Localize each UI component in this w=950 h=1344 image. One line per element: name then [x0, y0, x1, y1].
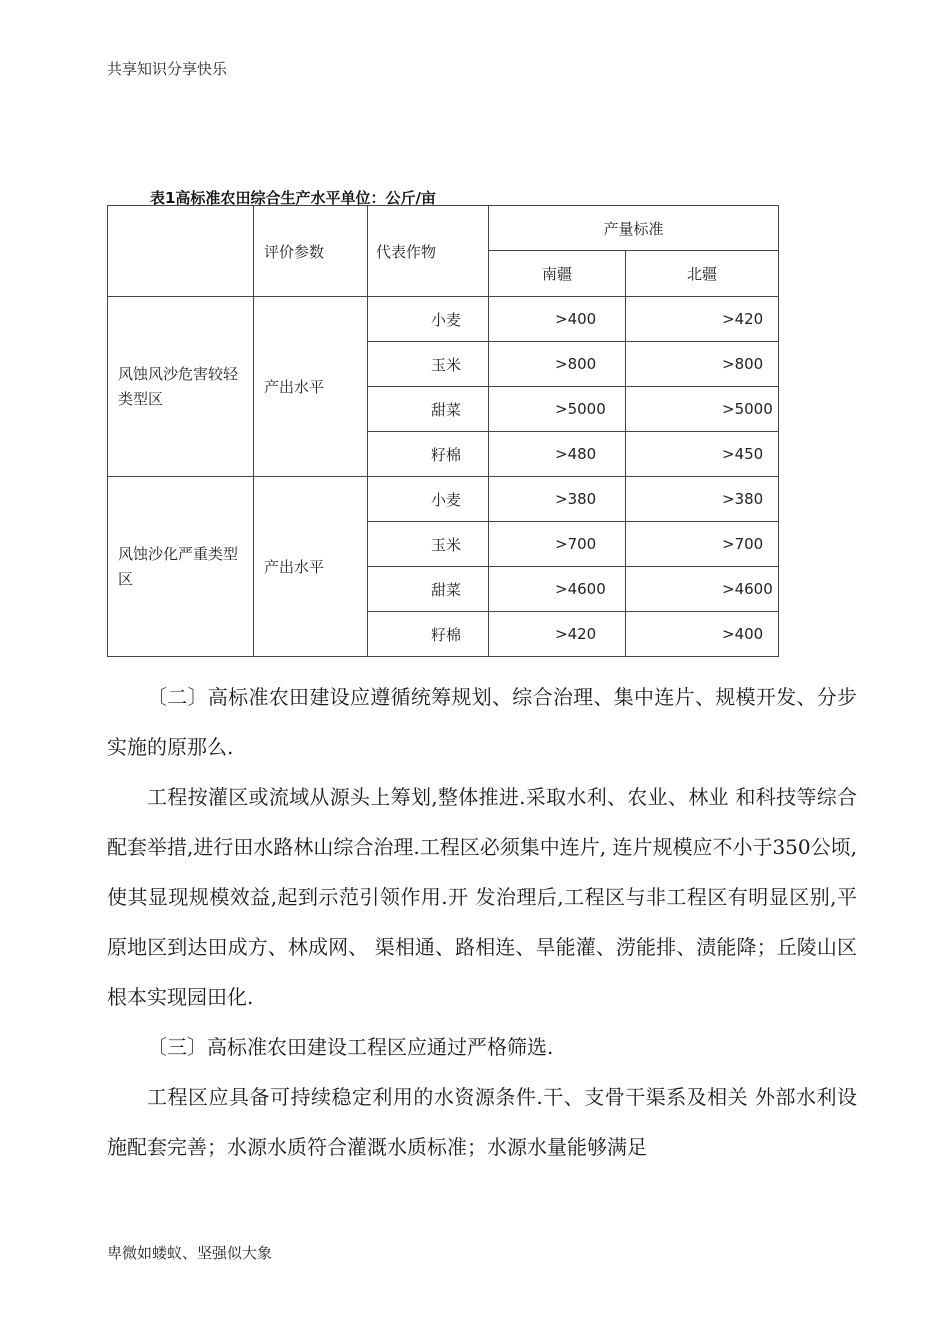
- north-value-cell: >800: [626, 342, 779, 387]
- crop-cell: 籽棉: [368, 612, 489, 657]
- north-value-cell: >700: [626, 522, 779, 567]
- south-value-cell: >800: [489, 342, 626, 387]
- south-value-cell: >420: [489, 612, 626, 657]
- crop-cell: 玉米: [368, 522, 489, 567]
- header-param: 评价参数: [254, 206, 368, 297]
- north-value-cell: >4600: [626, 567, 779, 612]
- crop-cell: 甜菜: [368, 387, 489, 432]
- crop-cell: 籽棉: [368, 432, 489, 477]
- yield-standard-table: [107, 205, 779, 657]
- south-value-cell: >700: [489, 522, 626, 567]
- page-footer: 卑微如蝼蚁、坚强似大象: [107, 1244, 273, 1262]
- north-value-cell: >420: [626, 297, 779, 342]
- table-row: [108, 297, 779, 342]
- crop-cell: 甜菜: [368, 567, 489, 612]
- south-value-cell: >4600: [489, 567, 626, 612]
- param-cell: 产出水平: [254, 297, 368, 477]
- south-value-cell: >380: [489, 477, 626, 522]
- paragraph: 〔三〕高标准农田建设工程区应通过严格筛选.: [147, 1035, 554, 1059]
- header-crop: 代表作物: [368, 206, 489, 297]
- crop-cell: 小麦: [368, 297, 489, 342]
- north-value-cell: >400: [626, 612, 779, 657]
- zone-cell: 风蚀风沙危害较轻类型区: [108, 297, 254, 477]
- paragraph: 〔二〕高标准农田建设应遵循统筹规划、综合治理、集中连片、规模开发、分步实施的原那么.: [107, 685, 857, 759]
- page-header: 共享知识分享快乐: [107, 60, 228, 78]
- south-value-cell: >480: [489, 432, 626, 477]
- zone-cell: 风蚀沙化严重类型区: [108, 477, 254, 657]
- header-zone-empty: [108, 206, 254, 297]
- paragraph: 工程区应具备可持续稳定利用的水资源条件.干、支骨干渠系及相关 外部水利设施配套完善；水源水质符合灌溉水质标准；水源水量能够满足: [107, 1085, 857, 1159]
- table-caption: 表1高标准农田综合生产水平单位：公斤/亩: [150, 189, 436, 207]
- crop-cell: 小麦: [368, 477, 489, 522]
- body-text: [107, 672, 857, 1172]
- paragraph: 工程按灌区或流域从源头上筹划,整体推进.采取水利、农业、林业 和科技等综合配套举措,进行田水路林山综合治理.工程区必须集中连片, 连片规模应不小于350公顷,使其显现规模效益,起到示范引领作用.开 发治理后,工程区与非工程区有明显区别,平原地区到达田成方、林成网、 渠相通、路相连、旱能灌、涝能排、渍能降；丘陵山区根本实现园田化.: [107, 785, 857, 1009]
- param-cell: 产出水平: [254, 477, 368, 657]
- header-yield-standard: 产量标准: [489, 206, 779, 251]
- north-value-cell: >5000: [626, 387, 779, 432]
- header-south: 南疆: [489, 251, 626, 297]
- table-row: [108, 477, 779, 522]
- south-value-cell: >400: [489, 297, 626, 342]
- north-value-cell: >450: [626, 432, 779, 477]
- north-value-cell: >380: [626, 477, 779, 522]
- header-north: 北疆: [626, 251, 779, 297]
- crop-cell: 玉米: [368, 342, 489, 387]
- south-value-cell: >5000: [489, 387, 626, 432]
